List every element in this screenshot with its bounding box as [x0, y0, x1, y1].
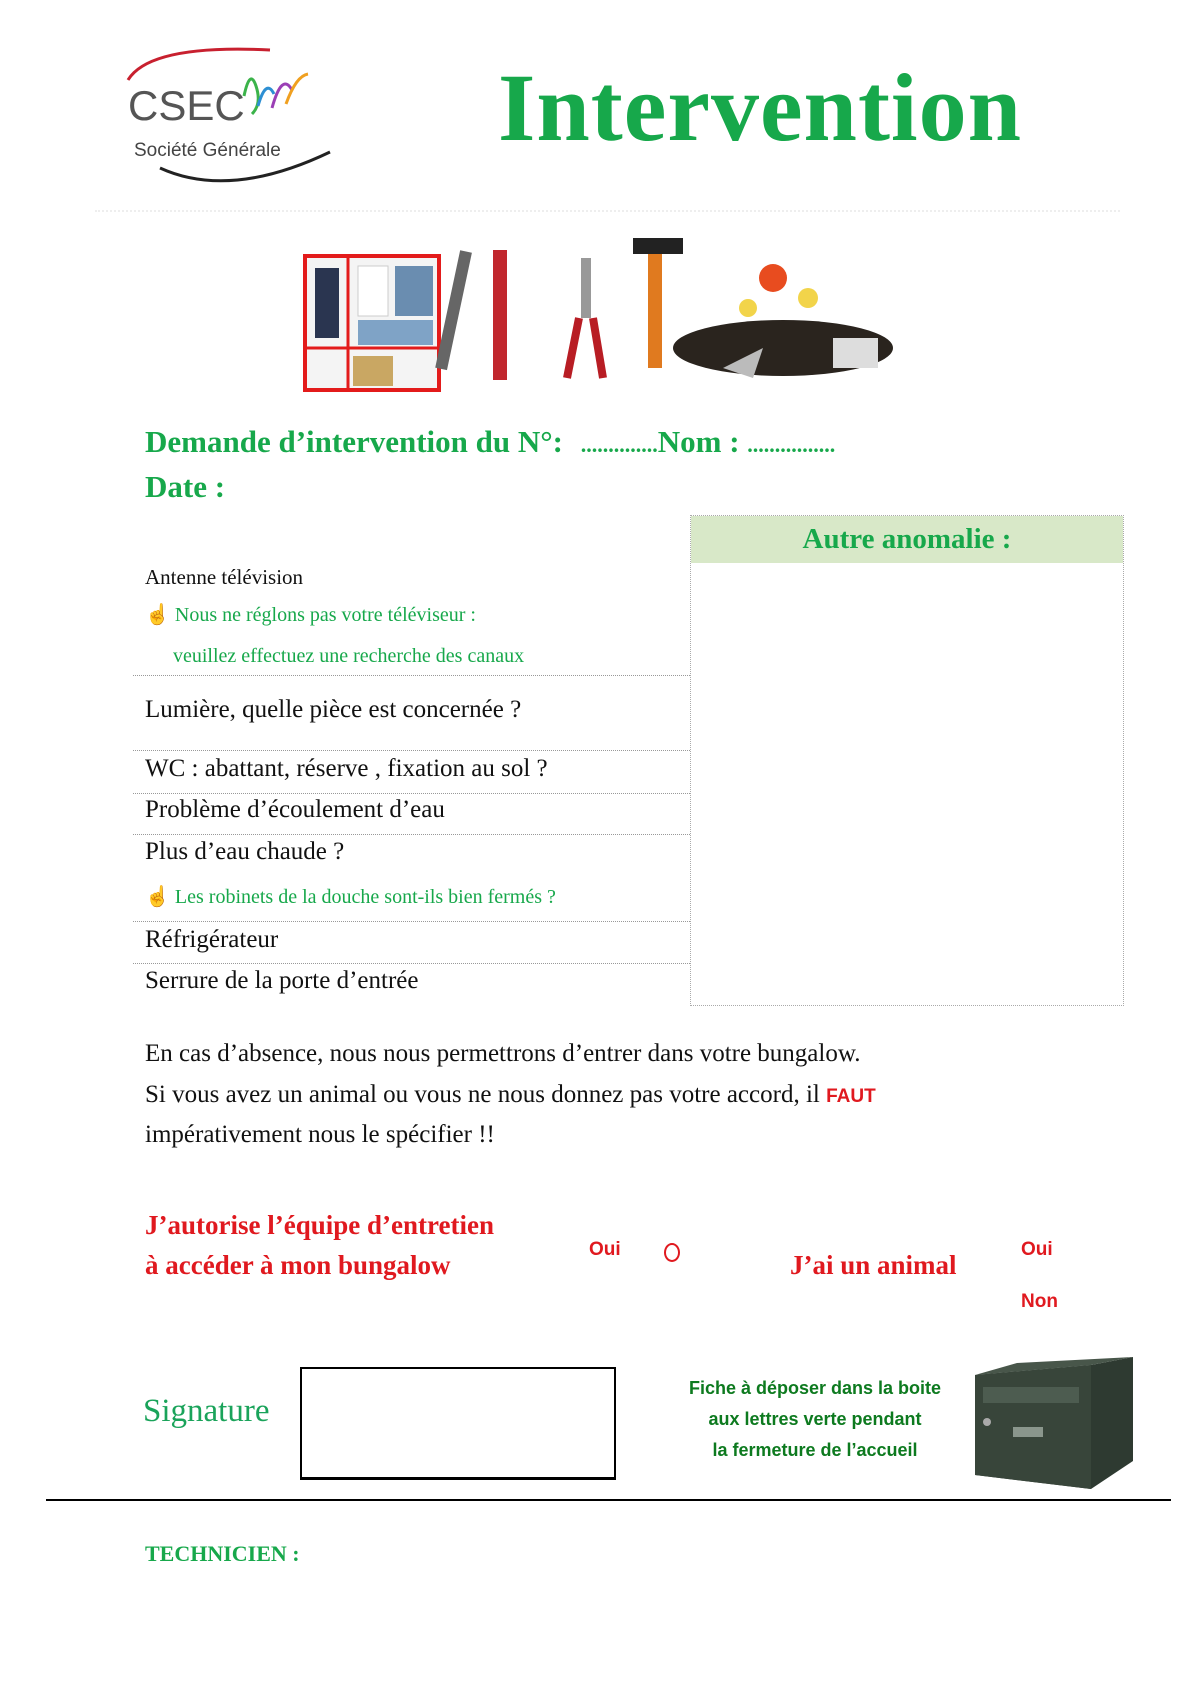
- divider-line: [46, 1499, 1171, 1501]
- faut-emphasis: FAUT: [826, 1086, 876, 1107]
- antenna-note-2: veuillez effectuez une recherche des canaux: [173, 645, 525, 667]
- tools-illustration: [303, 238, 908, 394]
- absence-notice-2: Si vous avez un animal ou vous ne nous donnez pas votre accord, il FAUT: [145, 1081, 876, 1108]
- animal-label: J’ai un animal: [790, 1250, 957, 1280]
- csec-logo: [120, 40, 340, 188]
- name-dots: ................: [747, 432, 836, 457]
- logo-text: CSEC: [128, 82, 245, 129]
- item-antenna: Antenne télévision: [145, 565, 304, 589]
- authorize-yes-label: Oui: [589, 1239, 621, 1260]
- page-title: Intervention: [498, 54, 1022, 161]
- signature-label: Signature: [143, 1393, 270, 1429]
- other-anomaly-header: Autre anomalie :: [691, 516, 1123, 563]
- animal-no-option[interactable]: Non: [1021, 1291, 1058, 1312]
- name-label: Nom :: [657, 424, 740, 459]
- request-number-field[interactable]: [145, 424, 835, 460]
- authorize-label-1: J’autorise l’équipe d’entretien: [145, 1210, 494, 1240]
- row-divider: [133, 750, 690, 751]
- hand-pointer-icon: ☝: [145, 886, 175, 908]
- row-divider: [133, 963, 690, 964]
- technician-label: TECHNICIEN :: [145, 1541, 300, 1566]
- item-light: Lumière, quelle pièce est concernée ?: [145, 696, 522, 723]
- divider: [95, 210, 1120, 212]
- authorize-label-2: à accéder à mon bungalow: [145, 1250, 451, 1280]
- item-lock: Serrure de la porte d’entrée: [145, 967, 419, 994]
- row-divider: [133, 834, 690, 835]
- antenna-note: ☝ Nous ne réglons pas votre téléviseur :: [145, 604, 476, 626]
- date-label[interactable]: Date :: [145, 469, 226, 504]
- request-label: Demande d’intervention du N°:: [145, 424, 563, 459]
- other-anomaly-box[interactable]: [690, 515, 1124, 1006]
- row-divider: [133, 793, 690, 794]
- authorize-yes-radio[interactable]: [664, 1243, 680, 1262]
- absence-notice-3: impérativement nous le spécifier !!: [145, 1121, 495, 1148]
- mailbox-icon: [973, 1357, 1135, 1489]
- item-fridge: Réfrigérateur: [145, 926, 279, 953]
- row-divider: [133, 675, 690, 676]
- dropbox-note-1: Fiche à déposer dans la boite: [688, 1378, 942, 1398]
- logo-subtitle: Société Générale: [134, 140, 281, 161]
- absence-notice-1: En cas d’absence, nous nous permettrons d’entrer dans votre bungalow.: [145, 1040, 861, 1067]
- dropbox-note-3: la fermeture de l’accueil: [712, 1440, 918, 1460]
- animal-yes-option[interactable]: Oui: [1021, 1239, 1053, 1260]
- request-dots: ..............: [580, 432, 658, 457]
- signature-box[interactable]: [300, 1367, 616, 1480]
- item-drain: Problème d’écoulement d’eau: [145, 796, 445, 823]
- row-divider: [133, 921, 690, 922]
- hand-pointer-icon: ☝: [145, 604, 175, 626]
- dropbox-note-2: aux lettres verte pendant: [708, 1409, 922, 1429]
- hot-water-note: ☝ Les robinets de la douche sont-ils bien fermés ?: [145, 886, 556, 908]
- item-wc: WC : abattant, réserve , fixation au sol ?: [145, 755, 548, 782]
- item-hot-water: Plus d’eau chaude ?: [145, 838, 345, 865]
